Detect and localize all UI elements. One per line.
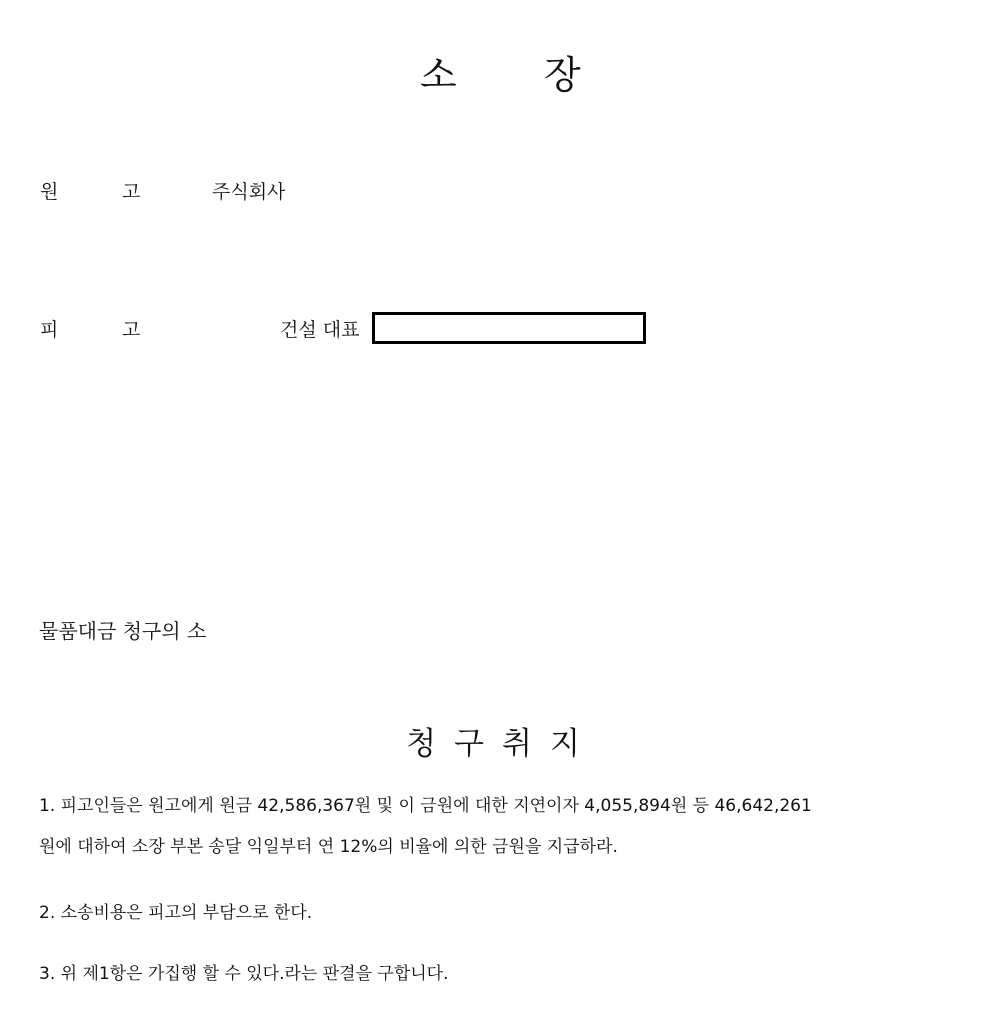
claim-item-3: 3. 위 제1항은 가집행 할 수 있다.라는 판결을 구합니다. <box>39 964 449 984</box>
claims-heading-char-3: 취 <box>502 726 532 762</box>
case-name: 물품대금 청구의 소 <box>39 619 207 643</box>
claim-item-2: 2. 소송비용은 피고의 부담으로 한다. <box>39 903 313 923</box>
claims-heading <box>0 718 986 763</box>
claims-heading-char-1: 청 <box>406 726 437 762</box>
claim-item-1-line-2: 원에 대하여 소장 부본 송달 익일부터 연 12%의 비율에 의한 금원을 지급하라. <box>39 837 618 857</box>
document-title-char-1: 소 <box>420 53 457 97</box>
defendant-label-char-2: 고 <box>122 319 141 341</box>
defendant-name: 건설 대표 <box>280 319 360 341</box>
document-title-char-2: 장 <box>544 53 581 97</box>
claims-heading-char-4: 지 <box>549 726 580 762</box>
plaintiff-label-char-1: 원 <box>40 181 59 203</box>
claims-heading-char-2: 구 <box>454 726 484 762</box>
plaintiff-name: 주식회사 <box>212 181 286 203</box>
claim-item-1-line-1: 1. 피고인들은 원고에게 원금 42,586,367원 및 이 금원에 대한 지연이자 4,055,894원 등 46,642,261 <box>39 796 812 816</box>
plaintiff-label-char-2: 고 <box>122 181 141 203</box>
defendant-label-char-1: 피 <box>40 319 59 341</box>
redaction-box <box>372 312 646 344</box>
